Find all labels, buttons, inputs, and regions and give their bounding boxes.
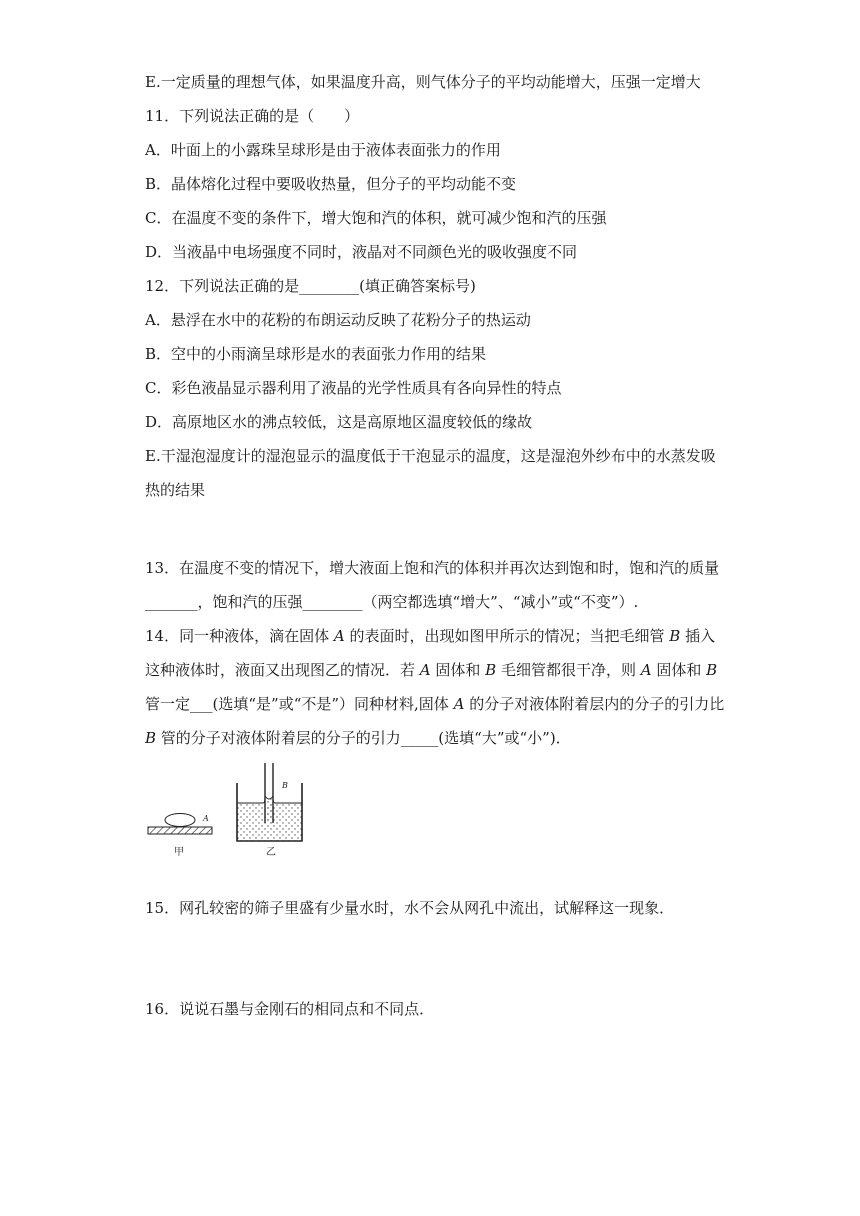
q15-text: 15．网孔较密的筛子里盛有少量水时，水不会从网孔中流出，试解释这一现象． — [145, 899, 675, 917]
liquid-droplet — [165, 814, 195, 827]
q14-line1: 14．同一种液体，滴在固体 A 的表面时，出现如图甲所示的情况；当把毛细管 B 插入 — [145, 627, 716, 645]
q11-option-c: C．在温度不变的条件下，增大饱和汽的体积，就可减少饱和汽的压强 — [145, 209, 607, 227]
q10-option-e: E.一定质量的理想气体，如果温度升高，则气体分子的平均动能增大，压强一定增大 — [145, 73, 701, 91]
q11-option-b: B．晶体熔化过程中要吸收热量，但分子的平均动能不变 — [145, 175, 517, 193]
q12-stem: 12．下列说法正确的是________(填正确答案标号) — [145, 277, 476, 295]
label-b: B — [282, 781, 288, 790]
q11-option-a: A．叶面上的小露珠呈球形是由于液体表面张力的作用 — [145, 141, 501, 159]
q14-figure — [140, 758, 320, 858]
figure-yi — [237, 763, 302, 858]
q13-line1: 13．在温度不变的情况下，增大液面上饱和汽的体积并再次达到饱和时，饱和汽的质量 — [145, 559, 720, 577]
q14-line4: B 管的分子对液体附着层的分子的引力_____(选填“大”或“小”)． — [145, 729, 571, 747]
q12-option-a: A．悬浮在水中的花粉的布朗运动反映了花粉分子的热运动 — [145, 311, 531, 329]
q14-line3: 管一定___(选填“是”或“不是”）同种材料,固体 A 的分子对液体附着层内的分子的引力比 — [145, 695, 725, 713]
q14-line2: 这种液体时，液面又出现图乙的情况．若 A 固体和 B 毛细管都很干净，则 A 固体和 B — [145, 661, 718, 679]
q16-text: 16．说说石墨与金刚石的相同点和不同点． — [145, 1000, 435, 1018]
solid-a-block — [148, 827, 212, 834]
q11-option-d: D．当液晶中电场强度不同时，液晶对不同颜色光的吸收强度不同 — [145, 243, 578, 261]
label-a: A — [203, 814, 209, 823]
q12-option-c: C．彩色液晶显示器利用了液晶的光学性质具有各向异性的特点 — [145, 379, 562, 397]
q12-option-e-line2: 热的结果 — [145, 481, 206, 499]
q12-option-b: B．空中的小雨滴呈球形是水的表面张力作用的结果 — [145, 345, 487, 363]
q12-option-e-line1: E.干湿泡湿度计的湿泡显示的温度低于干泡显示的温度，这是湿泡外纱布中的水蒸发吸 — [145, 447, 716, 465]
capillary-liquid — [265, 798, 273, 823]
caption-jia: 甲 — [174, 847, 184, 858]
figure-jia — [148, 814, 212, 859]
q13-line2: _______，饱和汽的压强________（两空都选填“增大”、“减小”或“不变”）. — [145, 593, 639, 611]
q12-option-d: D．高原地区水的沸点较低，这是高原地区温度较低的缘故 — [145, 413, 533, 431]
q11-stem: 11．下列说法正确的是（ ） — [145, 107, 360, 125]
caption-yi: 乙 — [266, 847, 276, 858]
